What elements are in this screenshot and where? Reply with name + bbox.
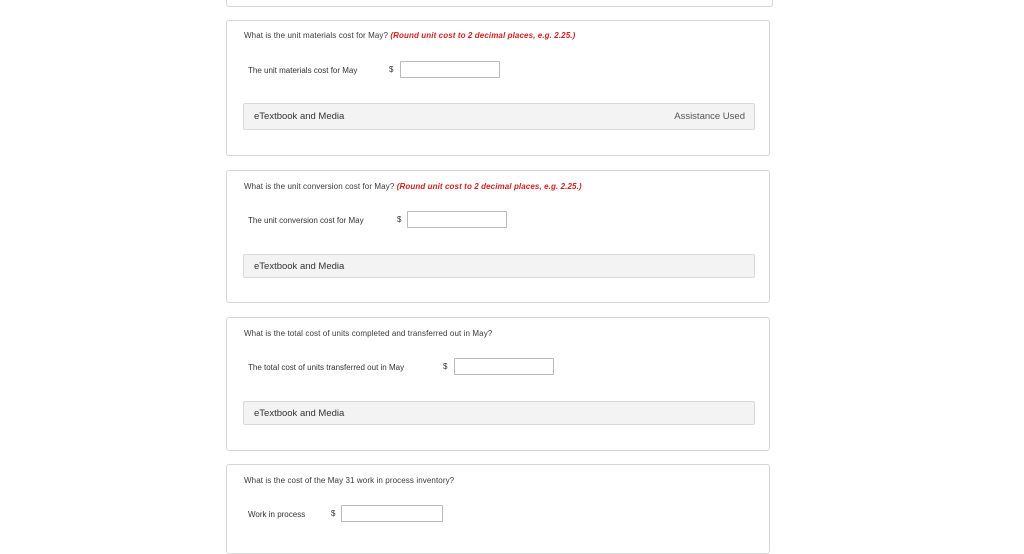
assistance-used-label: Assistance Used bbox=[674, 111, 745, 122]
previous-question-card bbox=[226, 0, 773, 7]
unit-materials-cost-input[interactable] bbox=[400, 61, 500, 78]
question-text bbox=[244, 182, 582, 191]
question-card-unit-conversion bbox=[226, 170, 770, 303]
question-text bbox=[244, 329, 492, 338]
question-prompt: What is the unit materials cost for May? bbox=[244, 31, 389, 40]
etextbook-media-bar[interactable] bbox=[243, 401, 755, 425]
question-text bbox=[244, 476, 454, 485]
etextbook-media-bar[interactable] bbox=[243, 254, 755, 278]
unit-conversion-cost-input[interactable] bbox=[407, 211, 507, 228]
etextbook-media-link[interactable]: eTextbook and Media bbox=[254, 408, 345, 419]
etextbook-media-bar[interactable] bbox=[243, 103, 755, 130]
currency-symbol: $ bbox=[331, 509, 336, 518]
question-prompt: What is the cost of the May 31 work in process inventory? bbox=[244, 476, 455, 485]
answer-label: The total cost of units transferred out in May bbox=[248, 363, 405, 372]
currency-symbol: $ bbox=[443, 362, 448, 371]
question-prompt: What is the unit conversion cost for May? bbox=[244, 182, 395, 191]
etextbook-media-link[interactable]: eTextbook and Media bbox=[254, 111, 345, 122]
answer-label: The unit conversion cost for May bbox=[248, 216, 364, 225]
answer-label: The unit materials cost for May bbox=[248, 66, 358, 75]
work-in-process-cost-input[interactable] bbox=[341, 505, 443, 522]
answer-label: Work in process bbox=[248, 510, 306, 519]
question-card-unit-materials bbox=[226, 20, 770, 156]
rounding-hint: (Round unit cost to 2 decimal places, e.g. 2.25.) bbox=[390, 31, 576, 40]
question-card-transferred-out bbox=[226, 317, 770, 451]
currency-symbol: $ bbox=[397, 215, 402, 224]
transferred-out-cost-input[interactable] bbox=[454, 358, 554, 375]
question-card-work-in-process bbox=[226, 464, 770, 554]
etextbook-media-link[interactable]: eTextbook and Media bbox=[254, 261, 345, 272]
question-prompt: What is the total cost of units completed and transferred out in May? bbox=[244, 329, 493, 338]
currency-symbol: $ bbox=[389, 65, 394, 74]
rounding-hint: (Round unit cost to 2 decimal places, e.g. 2.25.) bbox=[396, 182, 582, 191]
question-text bbox=[244, 31, 575, 40]
